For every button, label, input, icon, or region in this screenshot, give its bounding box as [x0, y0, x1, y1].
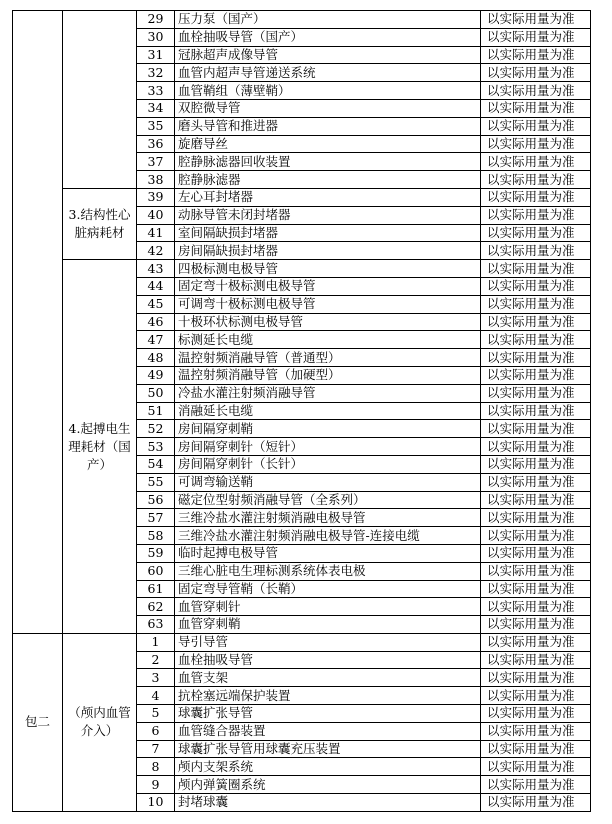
item-price-note: 以实际用量为准 — [481, 242, 591, 260]
item-number: 52 — [137, 420, 175, 438]
item-price-note: 以实际用量为准 — [481, 651, 591, 669]
item-number: 9 — [137, 776, 175, 794]
item-number: 29 — [137, 11, 175, 29]
item-number: 62 — [137, 598, 175, 616]
item-price-note: 以实际用量为准 — [481, 616, 591, 634]
item-price-note: 以实际用量为准 — [481, 206, 591, 224]
item-price-note: 以实际用量为准 — [481, 349, 591, 367]
item-number: 59 — [137, 544, 175, 562]
item-price-note: 以实际用量为准 — [481, 633, 591, 651]
item-name: 双腔微导管 — [175, 99, 481, 117]
item-name: 血管穿刺针 — [175, 598, 481, 616]
item-number: 2 — [137, 651, 175, 669]
item-name: 封堵球囊 — [175, 794, 481, 812]
item-price-note: 以实际用量为准 — [481, 509, 591, 527]
item-price-note: 以实际用量为准 — [481, 705, 591, 723]
item-number: 54 — [137, 455, 175, 473]
item-number: 50 — [137, 384, 175, 402]
item-number: 48 — [137, 349, 175, 367]
item-name: 温控射频消融导管（普通型） — [175, 349, 481, 367]
item-number: 33 — [137, 82, 175, 100]
item-price-note: 以实际用量为准 — [481, 455, 591, 473]
item-number: 57 — [137, 509, 175, 527]
equipment-table-body — [13, 11, 591, 812]
item-name: 房间隔穿刺针（长针） — [175, 455, 481, 473]
category-cell: （颅内血管介入） — [63, 633, 137, 811]
item-price-note: 以实际用量为准 — [481, 295, 591, 313]
item-name: 三维心脏电生理标测系统体表电极 — [175, 562, 481, 580]
item-number: 35 — [137, 117, 175, 135]
item-name: 血管穿刺鞘 — [175, 616, 481, 634]
item-price-note: 以实际用量为准 — [481, 794, 591, 812]
item-price-note: 以实际用量为准 — [481, 171, 591, 189]
item-name: 温控射频消融导管（加硬型） — [175, 366, 481, 384]
category-cell: 3.结构性心脏病耗材 — [63, 188, 137, 259]
item-name: 可调弯输送鞘 — [175, 473, 481, 491]
item-name: 腔静脉滤器回收装置 — [175, 153, 481, 171]
item-name: 颅内弹簧圈系统 — [175, 776, 481, 794]
item-number: 61 — [137, 580, 175, 598]
item-price-note: 以实际用量为准 — [481, 99, 591, 117]
item-price-note: 以实际用量为准 — [481, 82, 591, 100]
item-number: 55 — [137, 473, 175, 491]
package-cell: 包二 — [13, 633, 63, 811]
item-price-note: 以实际用量为准 — [481, 687, 591, 705]
item-price-note: 以实际用量为准 — [481, 188, 591, 206]
item-number: 56 — [137, 491, 175, 509]
item-name: 固定弯十极标测电极导管 — [175, 277, 481, 295]
item-name: 动脉导管未闭封堵器 — [175, 206, 481, 224]
item-number: 37 — [137, 153, 175, 171]
item-number: 63 — [137, 616, 175, 634]
item-price-note: 以实际用量为准 — [481, 562, 591, 580]
item-name: 冠脉超声成像导管 — [175, 46, 481, 64]
item-number: 45 — [137, 295, 175, 313]
item-name: 标测延长电缆 — [175, 331, 481, 349]
item-price-note: 以实际用量为准 — [481, 384, 591, 402]
item-price-note: 以实际用量为准 — [481, 11, 591, 29]
item-number: 42 — [137, 242, 175, 260]
item-number: 3 — [137, 669, 175, 687]
item-price-note: 以实际用量为准 — [481, 313, 591, 331]
item-price-note: 以实际用量为准 — [481, 491, 591, 509]
item-price-note: 以实际用量为准 — [481, 438, 591, 456]
item-name: 抗栓塞远端保护装置 — [175, 687, 481, 705]
item-name: 房间隔穿刺鞘 — [175, 420, 481, 438]
package-cell — [13, 11, 63, 634]
item-name: 血管支架 — [175, 669, 481, 687]
item-price-note: 以实际用量为准 — [481, 473, 591, 491]
item-price-note: 以实际用量为准 — [481, 580, 591, 598]
item-name: 磁定位型射频消融导管（全系列） — [175, 491, 481, 509]
item-price-note: 以实际用量为准 — [481, 598, 591, 616]
item-price-note: 以实际用量为准 — [481, 776, 591, 794]
table-row — [13, 11, 591, 29]
item-name: 房间隔穿刺针（短针） — [175, 438, 481, 456]
item-number: 30 — [137, 28, 175, 46]
item-number: 10 — [137, 794, 175, 812]
item-name: 临时起搏电极导管 — [175, 544, 481, 562]
table-row — [13, 260, 591, 278]
item-price-note: 以实际用量为准 — [481, 740, 591, 758]
item-price-note: 以实际用量为准 — [481, 277, 591, 295]
item-name: 十极环状标测电极导管 — [175, 313, 481, 331]
item-number: 36 — [137, 135, 175, 153]
item-number: 31 — [137, 46, 175, 64]
item-name: 冷盐水灌注射频消融导管 — [175, 384, 481, 402]
item-name: 房间隔缺损封堵器 — [175, 242, 481, 260]
category-cell: 4.起搏电生理耗材（国产） — [63, 260, 137, 634]
item-name: 可调弯十极标测电极导管 — [175, 295, 481, 313]
item-name: 血栓抽吸导管（国产） — [175, 28, 481, 46]
item-price-note: 以实际用量为准 — [481, 331, 591, 349]
item-number: 32 — [137, 64, 175, 82]
equipment-table — [12, 10, 591, 812]
item-price-note: 以实际用量为准 — [481, 224, 591, 242]
item-price-note: 以实际用量为准 — [481, 366, 591, 384]
item-price-note: 以实际用量为准 — [481, 135, 591, 153]
table-row — [13, 188, 591, 206]
item-name: 压力泵（国产） — [175, 11, 481, 29]
item-name: 球囊扩张导管用球囊充压装置 — [175, 740, 481, 758]
item-number: 46 — [137, 313, 175, 331]
item-price-note: 以实际用量为准 — [481, 527, 591, 545]
item-name: 四极标测电极导管 — [175, 260, 481, 278]
item-number: 7 — [137, 740, 175, 758]
item-name: 血管内超声导管递送系统 — [175, 64, 481, 82]
item-price-note: 以实际用量为准 — [481, 153, 591, 171]
item-number: 38 — [137, 171, 175, 189]
item-number: 44 — [137, 277, 175, 295]
item-number: 1 — [137, 633, 175, 651]
item-name: 血栓抽吸导管 — [175, 651, 481, 669]
item-number: 49 — [137, 366, 175, 384]
item-price-note: 以实际用量为准 — [481, 28, 591, 46]
item-name: 左心耳封堵器 — [175, 188, 481, 206]
item-name: 导引导管 — [175, 633, 481, 651]
item-number: 40 — [137, 206, 175, 224]
item-number: 58 — [137, 527, 175, 545]
item-number: 4 — [137, 687, 175, 705]
item-number: 39 — [137, 188, 175, 206]
item-price-note: 以实际用量为准 — [481, 420, 591, 438]
item-number: 43 — [137, 260, 175, 278]
item-name: 血管鞘组（薄壁鞘） — [175, 82, 481, 100]
item-number: 47 — [137, 331, 175, 349]
item-number: 6 — [137, 722, 175, 740]
item-number: 8 — [137, 758, 175, 776]
category-cell — [63, 11, 137, 189]
item-name: 三维冷盐水灌注射频消融电极导管-连接电缆 — [175, 527, 481, 545]
item-number: 34 — [137, 99, 175, 117]
item-price-note: 以实际用量为准 — [481, 544, 591, 562]
item-name: 磨头导管和推进器 — [175, 117, 481, 135]
item-price-note: 以实际用量为准 — [481, 117, 591, 135]
item-price-note: 以实际用量为准 — [481, 46, 591, 64]
item-price-note: 以实际用量为准 — [481, 64, 591, 82]
item-name: 消融延长电缆 — [175, 402, 481, 420]
item-name: 室间隔缺损封堵器 — [175, 224, 481, 242]
item-price-note: 以实际用量为准 — [481, 722, 591, 740]
item-name: 三维冷盐水灌注射频消融电极导管 — [175, 509, 481, 527]
item-name: 血管缝合器装置 — [175, 722, 481, 740]
item-number: 53 — [137, 438, 175, 456]
item-number: 60 — [137, 562, 175, 580]
item-name: 旋磨导丝 — [175, 135, 481, 153]
table-row — [13, 633, 591, 651]
item-number: 5 — [137, 705, 175, 723]
item-price-note: 以实际用量为准 — [481, 669, 591, 687]
item-name: 固定弯导管鞘（长鞘） — [175, 580, 481, 598]
item-name: 球囊扩张导管 — [175, 705, 481, 723]
item-price-note: 以实际用量为准 — [481, 402, 591, 420]
item-number: 51 — [137, 402, 175, 420]
item-price-note: 以实际用量为准 — [481, 758, 591, 776]
item-name: 腔静脉滤器 — [175, 171, 481, 189]
item-name: 颅内支架系统 — [175, 758, 481, 776]
item-price-note: 以实际用量为准 — [481, 260, 591, 278]
item-number: 41 — [137, 224, 175, 242]
